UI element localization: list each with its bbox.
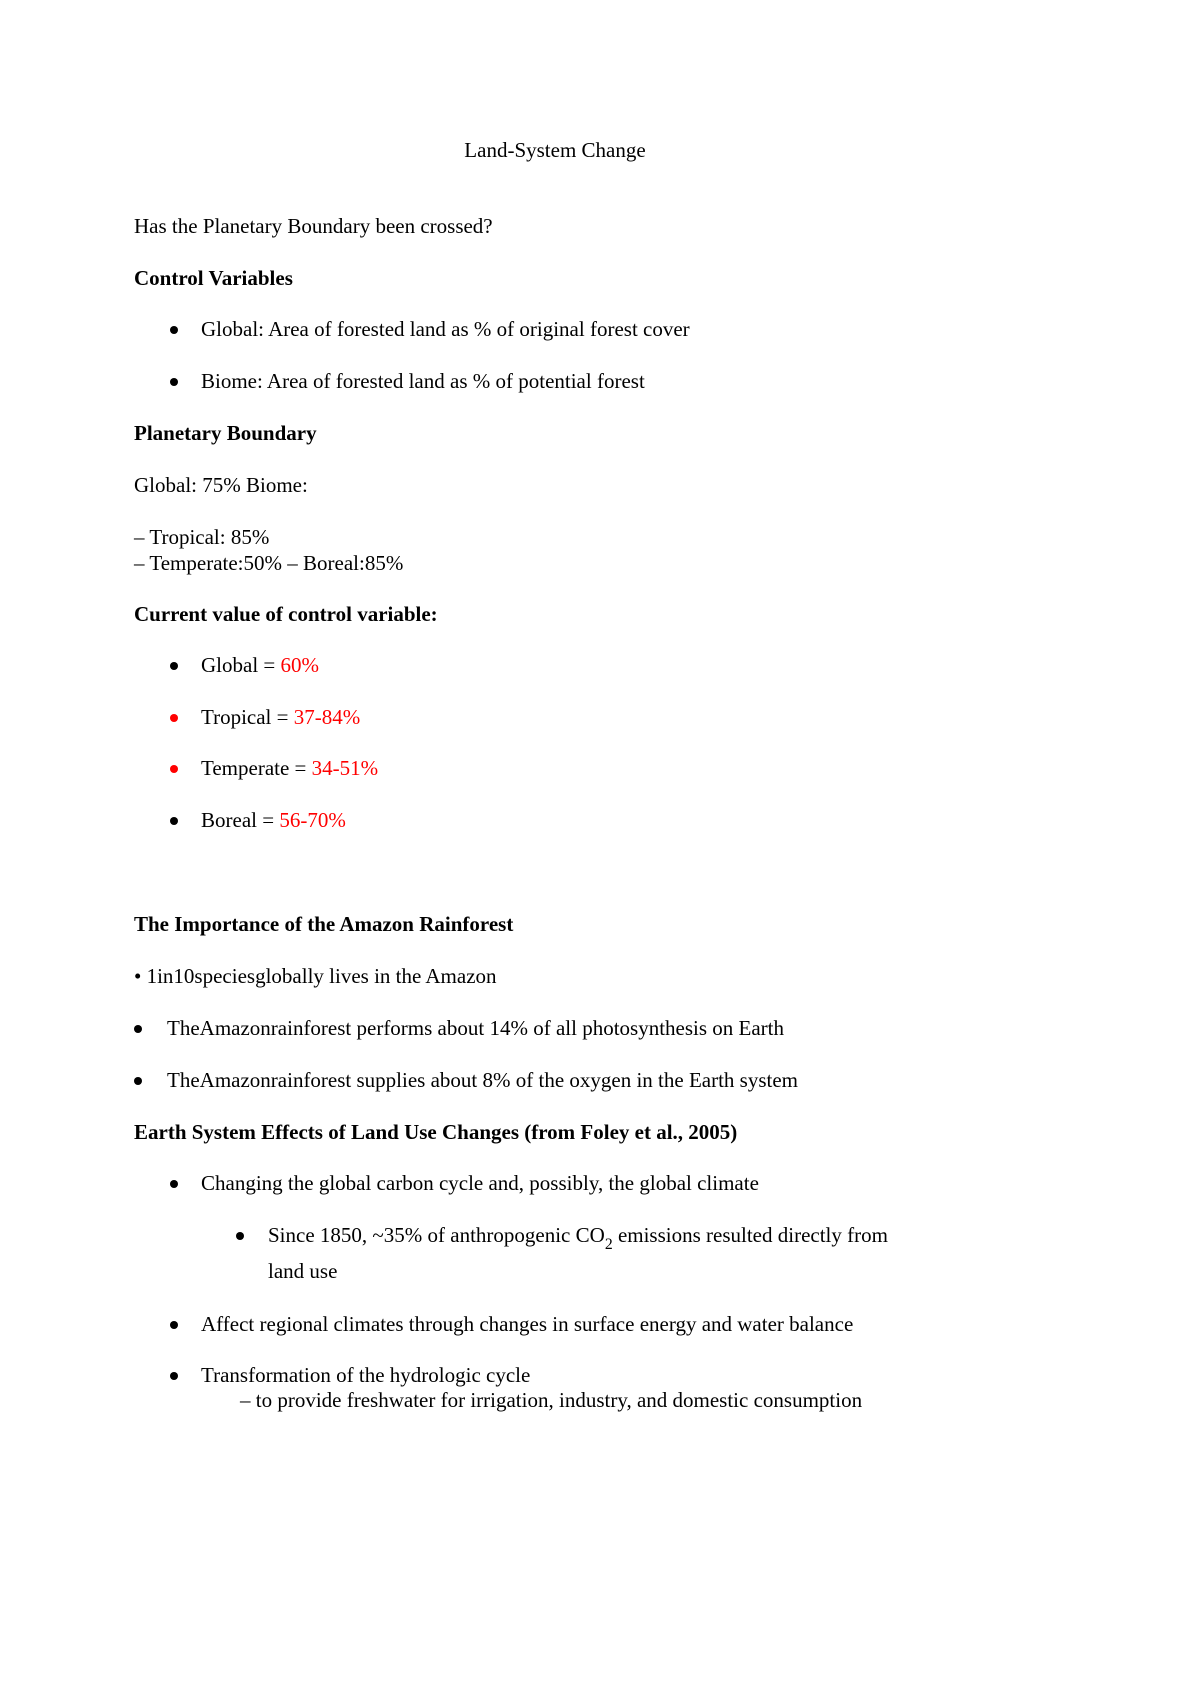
bullet-icon [170, 714, 178, 722]
planetary-boundary-tropical: – Tropical: 85% [134, 525, 270, 549]
co2-subscript: 2 [604, 1236, 613, 1254]
bullet-icon [236, 1232, 244, 1240]
earth-system-carbon-cycle: Changing the global carbon cycle and, possibly, the global climate [201, 1171, 759, 1195]
earth-system-co2-line [268, 1223, 888, 1254]
bullet-icon [170, 378, 178, 386]
co2-text-after: emissions resulted directly from [612, 1223, 888, 1247]
current-value-number: 37-84% [293, 705, 361, 729]
amazon-oxygen: TheAmazonrainforest supplies about 8% of the oxygen in the Earth system [167, 1068, 799, 1092]
bullet-icon [170, 1180, 178, 1188]
earth-system-hydrologic-continuation: – to provide freshwater for irrigation, industry, and domestic consumption [240, 1388, 863, 1412]
current-value-label: Boreal = [201, 808, 280, 832]
current-value-label: Global = [201, 653, 281, 677]
page-title: Land-System Change [464, 138, 646, 162]
control-variable-global: Global: Area of forested land as % of original forest cover [201, 317, 690, 341]
current-value-number: 34-51% [311, 756, 379, 780]
bullet-icon [134, 1077, 142, 1085]
amazon-photosynthesis: TheAmazonrainforest performs about 14% of all photosynthesis on Earth [167, 1016, 785, 1040]
current-value-tropical [201, 707, 360, 728]
bullet-icon [170, 1321, 178, 1329]
control-variables-heading: Control Variables [134, 266, 293, 290]
earth-system-hydrologic: Transformation of the hydrologic cycle [201, 1363, 531, 1387]
planetary-boundary-temperate-boreal: – Temperate:50% – Boreal:85% [134, 551, 404, 575]
current-value-label: Temperate = [201, 756, 312, 780]
planetary-boundary-global: Global: 75% Biome: [134, 473, 308, 497]
question-text: Has the Planetary Boundary been crossed? [134, 214, 493, 238]
earth-system-co2-continuation: land use [268, 1259, 338, 1283]
earth-system-heading: Earth System Effects of Land Use Changes (from Foley et al., 2005) [134, 1120, 738, 1144]
amazon-heading: The Importance of the Amazon Rainforest [134, 912, 514, 936]
bullet-icon [170, 817, 178, 825]
bullet-icon [170, 1372, 178, 1380]
control-variable-biome: Biome: Area of forested land as % of potential forest [201, 369, 645, 393]
current-value-global [201, 655, 319, 676]
bullet-icon [170, 662, 178, 670]
bullet-icon [170, 326, 178, 334]
planetary-boundary-heading: Planetary Boundary [134, 421, 317, 445]
earth-system-regional-climates: Affect regional climates through changes in surface energy and water balance [201, 1312, 854, 1336]
current-value-temperate [201, 758, 378, 779]
current-value-number: 60% [280, 653, 319, 677]
amazon-species: • 1in10speciesglobally lives in the Amazon [134, 964, 497, 988]
current-value-label: Tropical = [201, 705, 294, 729]
bullet-icon [170, 765, 178, 773]
bullet-icon [134, 1025, 142, 1033]
current-value-boreal [201, 810, 346, 831]
current-value-heading: Current value of control variable: [134, 602, 438, 626]
current-value-number: 56-70% [279, 808, 346, 832]
co2-text-before: Since 1850, ~35% of anthropogenic CO [268, 1223, 605, 1247]
